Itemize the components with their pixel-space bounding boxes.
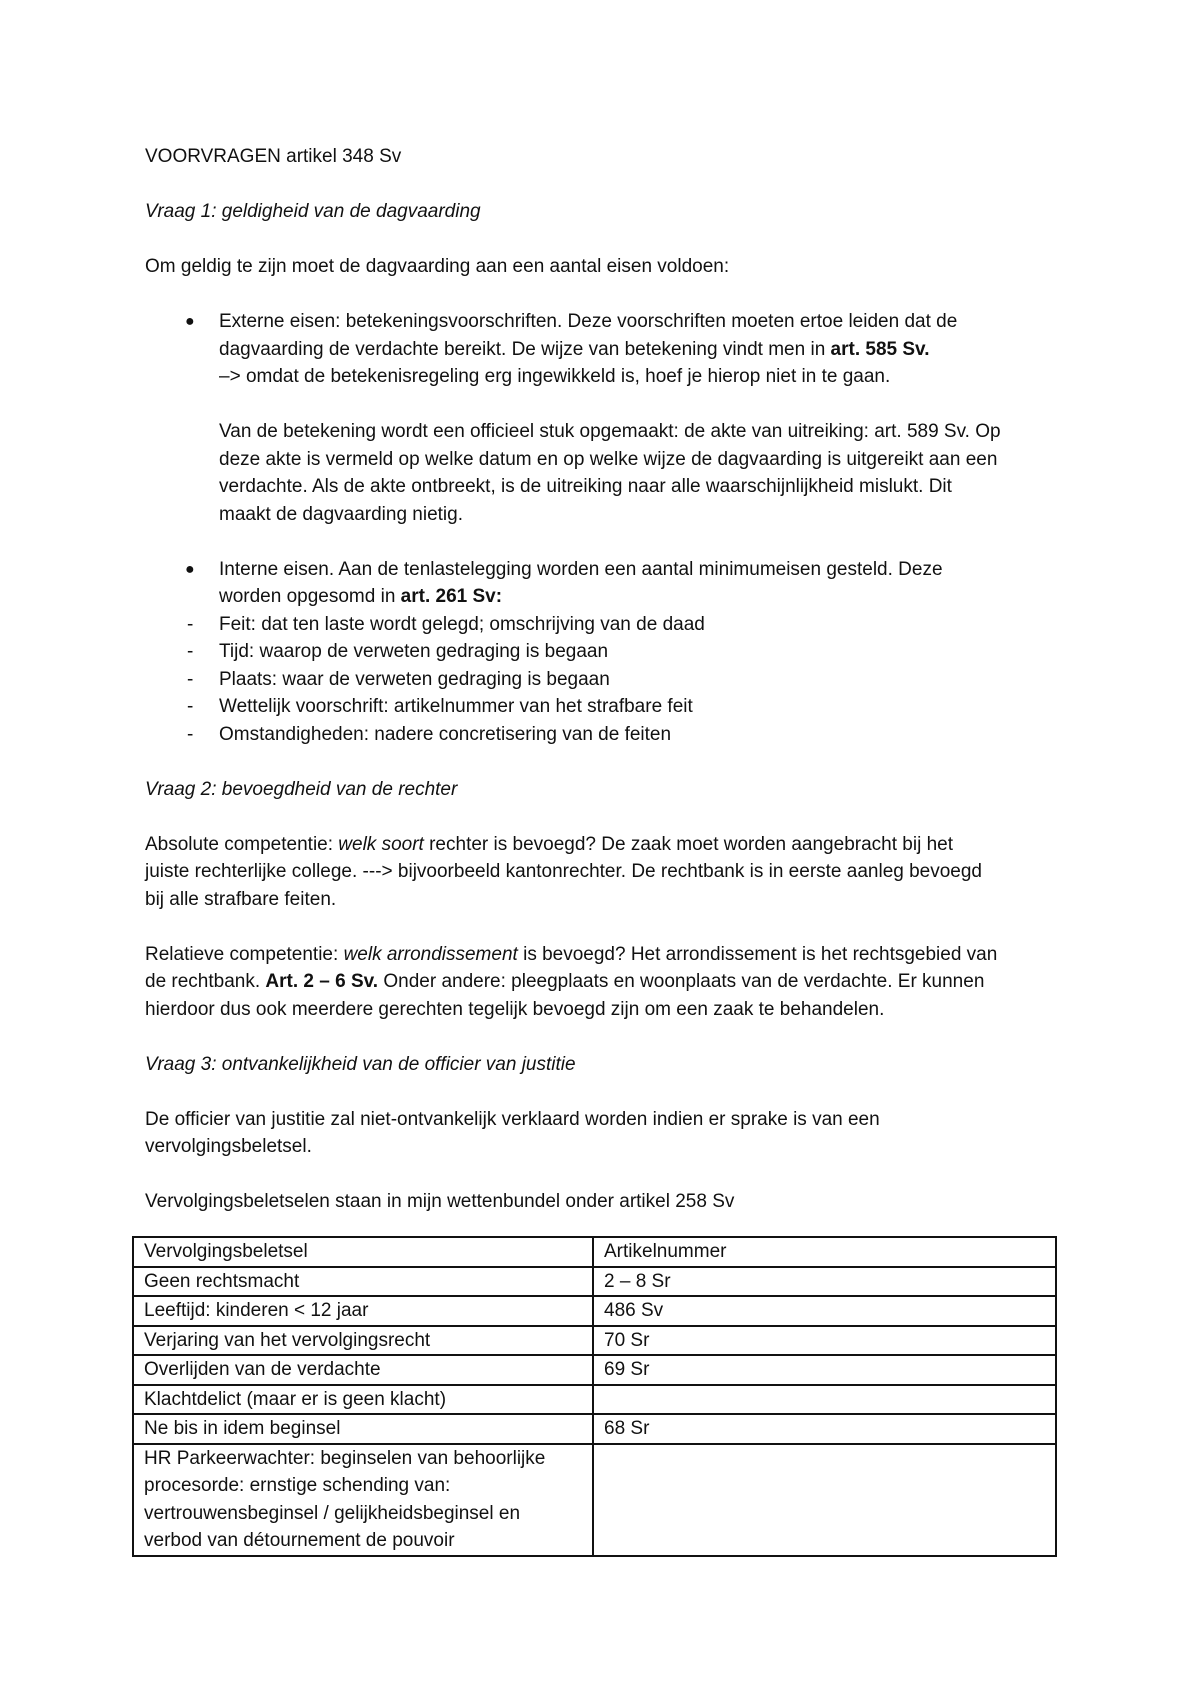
table-row	[133, 1385, 1056, 1415]
article-reference: art. 261 Sv:	[400, 586, 503, 607]
table-cell: Ne bis in idem beginsel	[133, 1414, 593, 1444]
impediments-table	[132, 1236, 1057, 1557]
question-3-line: Vervolgingsbeletselen staan in mijn wettenbundel onder artikel 258 Sv	[145, 1191, 735, 1212]
dash-icon: -	[187, 696, 194, 717]
bullet-icon: ●	[185, 560, 195, 578]
table-cell	[593, 1444, 1056, 1556]
document-title: VOORVRAGEN artikel 348 Sv	[145, 146, 402, 167]
table-row	[133, 1444, 1056, 1556]
table-header-cell: Vervolgingsbeletsel	[133, 1237, 593, 1267]
dash-icon: -	[187, 668, 194, 690]
table-row	[133, 1326, 1056, 1356]
list-item: - Omstandigheden: nadere concretisering van de feiten	[145, 721, 1065, 749]
relative-competence-line: Relatieve competentie: welk arrondissement is bevoegd? Het arrondissement is het rechtsgebied van	[145, 943, 998, 965]
article-reference: Art. 2 – 6 Sv.	[265, 971, 379, 992]
question-2-heading: Vraag 2: bevoegdheid van de rechter	[145, 778, 458, 800]
bullet-line: –> omdat de betekenisregeling erg ingewikkeld is, hoef je hierop niet in te gaan.	[219, 366, 891, 387]
bullet-paragraph-line: deze akte is vermeld op welke datum en op welke wijze de dagvaarding is uitgereikt aan een	[219, 448, 998, 470]
list-item: - Tijd: waarop de verweten gedraging is begaan	[145, 638, 1065, 666]
bullet-external-requirements	[145, 308, 1065, 528]
table-header-row	[133, 1237, 1056, 1267]
bullet-paragraph-line: verdachte. Als de akte ontbreekt, is de uitreiking naar alle waarschijnlijkheid mislukt. Dit	[219, 476, 952, 497]
dash-icon: -	[187, 641, 194, 662]
table-row	[133, 1296, 1056, 1326]
bullet-line: worden opgesomd in art. 261 Sv:	[219, 586, 503, 607]
table-row	[133, 1355, 1056, 1385]
table-cell: HR Parkeerwachter: beginselen van behoorlijke procesorde: ernstige schending van: vertrouwensbeginsel / gelijkheidsbeginsel en verbod van détournement de pouvoir	[133, 1444, 593, 1556]
absolute-competence-line: juiste rechterlijke college. ---> bijvoorbeeld kantonrechter. De rechtbank is in eerste aanleg bevoegd	[145, 861, 983, 882]
bullet-paragraph-line: Van de betekening wordt een officieel stuk opgemaakt: de akte van uitreiking: art. 589 Sv. Op	[219, 421, 1001, 442]
bullet-line: Interne eisen. Aan de tenlastelegging worden een aantal minimumeisen gesteld. Deze	[219, 558, 943, 580]
table-cell: 486 Sv	[593, 1296, 1056, 1326]
list-item: - Feit: dat ten laste wordt gelegd; omschrijving van de daad	[145, 611, 1065, 639]
table-cell: 70 Sr	[593, 1326, 1056, 1356]
bullet-paragraph-line: maakt de dagvaarding nietig.	[219, 503, 463, 525]
absolute-competence-line: Absolute competentie: welk soort rechter is bevoegd? De zaak moet worden aangebracht bij het	[145, 833, 953, 855]
list-item: - Plaats: waar de verweten gedraging is begaan	[145, 666, 1065, 694]
question-3-line: vervolgingsbeletsel.	[145, 1136, 312, 1157]
table-cell: Overlijden van de verdachte	[133, 1355, 593, 1385]
bullet-line: Externe eisen: betekeningsvoorschriften. Deze voorschriften moeten ertoe leiden dat de	[219, 311, 958, 332]
table-cell: Leeftijd: kinderen < 12 jaar	[133, 1296, 593, 1326]
table-cell: Klachtdelict (maar er is geen klacht)	[133, 1385, 593, 1415]
document-page	[145, 143, 1065, 1216]
dash-icon: -	[187, 723, 194, 745]
bullet-icon: ●	[185, 313, 195, 330]
bullet-line: dagvaarding de verdachte bereikt. De wijze van betekening vindt men in art. 585 Sv.	[219, 338, 930, 360]
bullet-internal-requirements	[145, 556, 1065, 611]
question-3-heading: Vraag 3: ontvankelijkheid van de officier van justitie	[145, 1053, 576, 1075]
list-item: - Wettelijk voorschrift: artikelnummer van het strafbare feit	[145, 693, 1065, 721]
table-header-cell: Artikelnummer	[593, 1237, 1056, 1267]
question-3-line: De officier van justitie zal niet-ontvankelijk verklaard worden indien er sprake is van een	[145, 1108, 880, 1130]
dash-icon: -	[187, 613, 194, 635]
table-cell	[593, 1385, 1056, 1415]
table-row	[133, 1267, 1056, 1297]
table-cell: Verjaring van het vervolgingsrecht	[133, 1326, 593, 1356]
question-1-heading: Vraag 1: geldigheid van de dagvaarding	[145, 201, 481, 222]
absolute-competence-line: bij alle strafbare feiten.	[145, 888, 337, 910]
relative-competence-line: hierdoor dus ook meerdere gerechten tegelijk bevoegd zijn om een zaak te behandelen.	[145, 998, 885, 1020]
article-reference: art. 585 Sv.	[830, 338, 930, 360]
table-cell: 68 Sr	[593, 1414, 1056, 1444]
question-1-intro: Om geldig te zijn moet de dagvaarding aan een aantal eisen voldoen:	[145, 256, 730, 277]
table-cell: 2 – 8 Sr	[593, 1267, 1056, 1297]
table-cell: Geen rechtsmacht	[133, 1267, 593, 1297]
relative-competence-line: de rechtbank. Art. 2 – 6 Sv. Onder andere: pleegplaats en woonplaats van de verdachte. Er kunnen	[145, 971, 985, 992]
table-cell: 69 Sr	[593, 1355, 1056, 1385]
table-row	[133, 1414, 1056, 1444]
